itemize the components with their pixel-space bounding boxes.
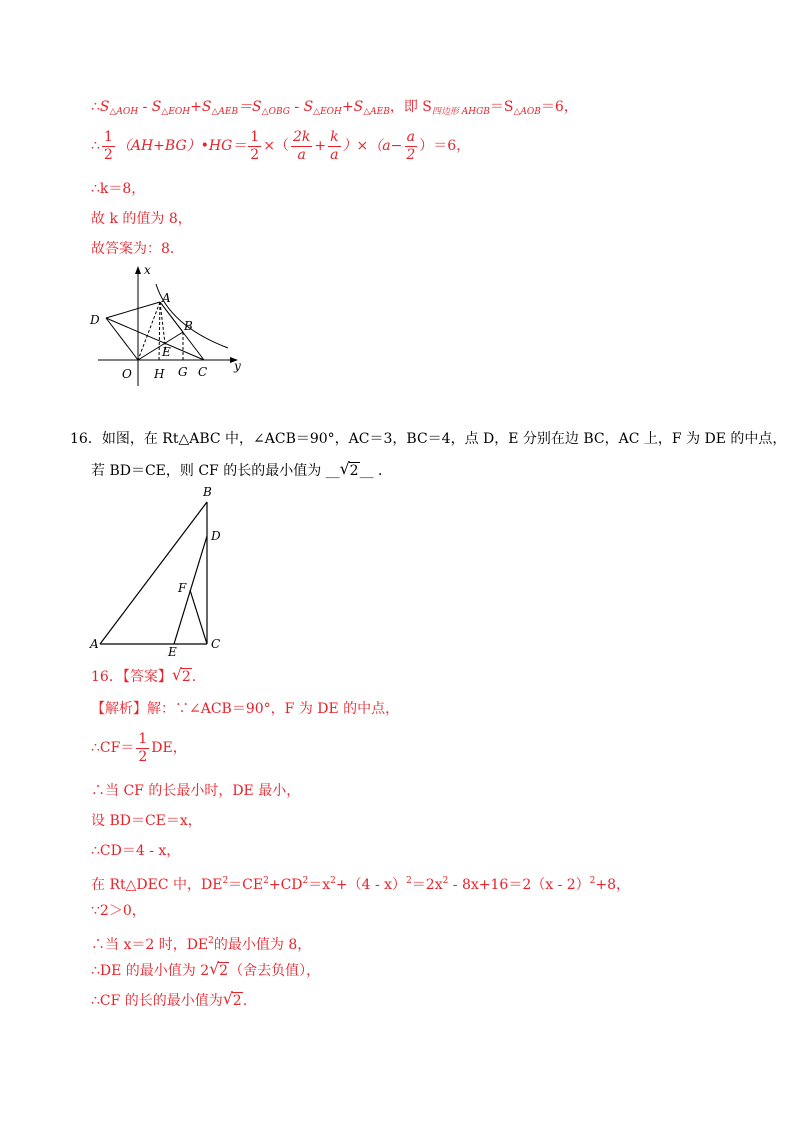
fig1-label-D: D <box>90 313 100 327</box>
sol16-step9: ∴DE 的最小值为 2 √ 2（舍去负值）， <box>91 959 321 979</box>
figure-16-triangle <box>88 484 238 660</box>
fig2-label-D: D <box>211 529 221 543</box>
sol15-line2: ∴ $\frac{1}{2}$ （AH+BG）•HG＝ $\frac{1}{2}$ ×（ $\frac{2k}{a}$ + $\frac{k}{a}$ ）×（a− $\frac{a}{2}$ ）＝6， <box>91 128 471 163</box>
q16-line2: 若 BD＝CE，则 CF 的长的最小值为 __ √ 2__ ． <box>91 459 393 479</box>
sol15-line4: 故 k 的值为 8， <box>91 211 192 227</box>
sol16-analysis: 【解析】解：∵∠ACB＝90°，F 为 DE 的中点， <box>91 701 400 717</box>
fig2-label-F: F <box>178 581 187 595</box>
fig1-label-C: C <box>198 365 208 379</box>
segment-FC <box>190 590 207 644</box>
sol16-step7: ∵2＞0， <box>91 903 146 919</box>
sol15-line5: 故答案为：8． <box>91 241 184 257</box>
fig1-label-x: x <box>144 263 151 277</box>
fig2-label-C: C <box>211 637 221 651</box>
fig2-label-A: A <box>90 637 99 651</box>
fig1-label-E: E <box>162 345 171 359</box>
fig2-label-B: B <box>203 485 212 499</box>
fig1-label-O: O <box>122 367 132 381</box>
dashed-AO <box>138 302 160 360</box>
fig1-label-A: A <box>162 291 171 305</box>
fig1-label-H: H <box>154 367 165 381</box>
segment-DO <box>106 318 138 360</box>
fig2-label-E: E <box>168 645 177 659</box>
sol16-step6: 在 Rt△DEC 中，$DE^2=CE^2+CD^2=x^2+(4 - x)^2=2x^2 - 8x+16=2(x - 2)^2+8$， <box>91 876 631 893</box>
fig1-label-y: y <box>234 359 241 373</box>
fig1-label-B: B <box>184 319 193 333</box>
sol16-step10: ∴CF 的长的最小值为 √ 2. <box>91 989 248 1009</box>
segment-DA <box>106 302 160 318</box>
sol16-step3: ∴当 CF 的长最小时，DE 最小， <box>91 783 301 799</box>
sol16-step2: ∴CF＝ $\frac{1}{2}$ DE， <box>91 730 187 765</box>
segment-OB <box>138 332 183 360</box>
sol16-step4: 设 BD＝CE＝x， <box>91 813 202 829</box>
q16-line1: 16．如图，在 Rt△ABC 中，∠ACB＝90°，AC＝3，BC＝4，点 D，E 分别在边 BC，AC 上，F 为 DE 的中点， <box>70 431 787 447</box>
sol15-line3: ∴k＝8， <box>91 181 146 197</box>
figure-15-diagram <box>86 262 256 392</box>
sol15-line1: $\therefore S_{\triangle AOH} - S_{\triangle EOH}+S_{\triangle AEB}=S_{\triangle OBG} - S_{\triangle EOH}+S_{\triangle AEB}$，即 $S_{四边形 AHGB}=S_{\triangle AOB}=6$， <box>91 99 578 117</box>
side-AB <box>100 502 207 644</box>
sol16-step8: ∴当 x＝2 时，$DE^2$的最小值为 8， <box>91 936 312 953</box>
sol16-answer: 16．【答案】 √ 2. <box>91 665 197 685</box>
dashed-AH <box>159 302 160 360</box>
fig1-label-G: G <box>178 365 188 379</box>
sol16-step5: ∴CD＝4 - x， <box>91 843 181 859</box>
